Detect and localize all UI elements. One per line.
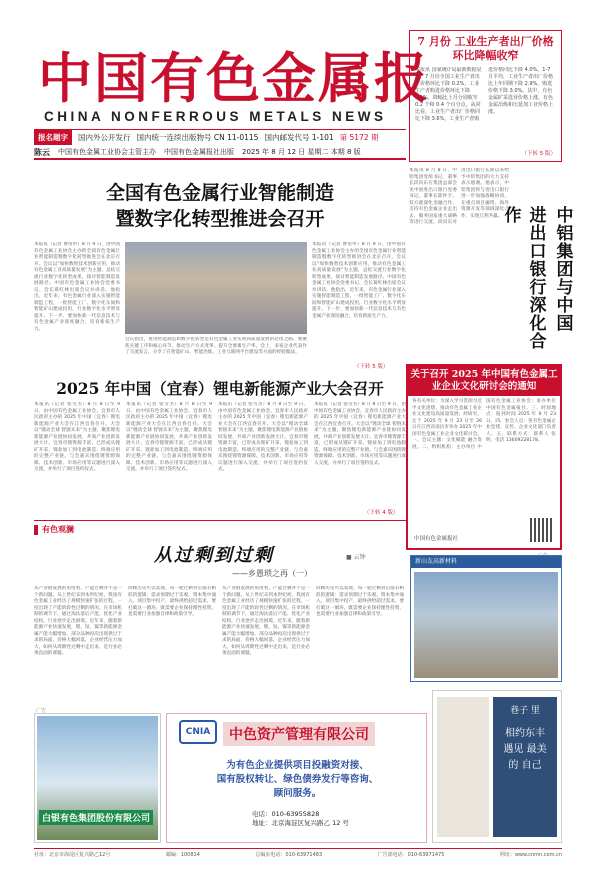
ad-cnia-asset <box>166 713 427 843</box>
conference-photo <box>125 242 307 334</box>
essay-title: 从过剩到过剩 <box>154 545 274 566</box>
lead-article-text-3: 本报讯（记者 曹语申）8 月 9 日，由中国有色金属工业协会主办的全国有色金属行业智能制造暨数字化转型推进会在北京召开。会议以“加快数智技术创新应用，推动有色金属工业高质量发展”为主题，总结交流行业数字化转型成果，探讨智能制造发展路径。中国有色金属工业协会党委书记、会长葛红林出席会议并讲话。他指出，近年来，有色金属行业深入实施智能制造工程，一批智能工厂、数字化车间和智能矿山建成投用，行业数字化水平明显提升。下一步，要加快新一代信息技术与有色金属产业深度融合，培育新质生产力。 <box>312 242 406 319</box>
continued-note: （下转 5 版） <box>354 364 389 370</box>
qr-code-icon <box>530 518 554 542</box>
ad-company-name: 新山友高新材料 <box>411 556 561 568</box>
publish-info: 国内外公开发行 <box>78 133 131 142</box>
footer-item: 网址：www.cnmn.com.cn <box>499 852 562 858</box>
lithium-article-text-4: 本报讯（记者 张雪杰）8 月 8 日至 9 日，由中国有色金属工业协会、宜春市人民政府主办的 2025 年中国（宜春）锂电新能源产业大会在江西宜春召开。大会以“锂动全球 智链未来”为主题，聚焦锂电新能源产业链协同发展，共商产业创新发展大计。宜春市锂资源丰富，已形成从锂矿开采、锂盐加工到电池制造、终端应用的完整产业链。与会嘉宾围绕锂资源保障、技术创新、市场应用等议题进行深入交流，并举行了项目签约仪式。 <box>314 402 406 466</box>
essay-text-4: 回顾历史可以发现，每一轮过剩背后都有相似的逻辑：需求预期过于乐观，资本集中涌入，项目集中投产，最终供给超过需求。要打破这一循环，既需要企业保持理性投资，也需要行业加强自律和政策引导。 <box>316 586 404 617</box>
issue-date: 2025 年 8 月 12 日 星期二 本期 8 版 <box>242 148 361 156</box>
ad4-banner <box>493 697 557 837</box>
section-bar-icon <box>34 525 38 535</box>
ad-company-name: 中色资产管理有限公司 <box>223 722 375 746</box>
factory-photo <box>414 572 558 678</box>
ad-address: 地址：北京海淀区复兴路乙 12 号 <box>252 819 349 827</box>
essay-author: ■ 云钟 <box>346 554 366 561</box>
footer-item: 广告部电话：010-63971475 <box>377 852 445 858</box>
ad-phone: 电话：010-63955828 <box>252 810 320 818</box>
ad4-text: 相约东丰 遇见 最美的 自己 <box>503 728 547 771</box>
essay-text-3: 从产业链发展的角度看，产能过剩并不是一个新问题。从上世纪末到本世纪初，我国有色金属工业经历了规模快速扩张的过程，一度出现了产能阶段性过剩的情况。在市场机制的调节下，通过淘汰落后产能、优化产业结构，行业逐步走出困境。近年来，随着新能源产业快速发展，锂、钴、镍等新能源金属产能大幅增加，部分品种再次出现供过于求的局面，价格大幅回落，企业经营压力加大。如何从周期性过剩中走出来，是行业必须直面的课题。 <box>222 586 310 656</box>
essay-subtitle: ——乡愚琐之再（一） <box>232 569 312 578</box>
price-news-title-line: 环比降幅收窄 <box>452 49 519 62</box>
slogan-line: 顾问服务。 <box>273 788 322 799</box>
continued-note: （下转 5 版） <box>521 151 556 157</box>
vertical-headline-line: 进出口银行深化合作 <box>500 206 546 350</box>
ad-xinshanyou <box>410 555 562 682</box>
ad4-title: 巷子 里 <box>510 706 540 716</box>
ad-slogan <box>187 759 408 801</box>
publish-info-row <box>34 129 406 145</box>
notice-signature: 中国有色金属报社 <box>414 536 459 542</box>
issue-number: 第 5172 期 <box>339 133 379 142</box>
lithium-article-text: 本报讯（记者 张雪杰）8 月 8 日至 9 日，由中国有色金属工业协会、宜春市人民政府主办的 2025 年中国（宜春）锂电新能源产业大会在江西宜春召开。大会以“锂动全球 智链未来”为主题，聚焦锂电新能源产业链协同发展，共商产业创新发展大计。宜春市锂资源丰富，已形成从锂矿开采、锂盐加工到电池制造、终端应用的完整产业链。与会嘉宾围绕锂资源保障、技术创新、市场应用等议题进行深入交流，并举行了项目签约仪式。 <box>34 402 120 472</box>
calligrapher-name: 陈云 <box>34 147 50 157</box>
essay-text-2: 回顾历史可以发现，每一轮过剩背后都有相似的逻辑：需求预期过于乐观，资本集中涌入，项目集中投产，最终供给超过需求。要打破这一循环，既需要企业保持理性投资，也需要行业加强自律和政策引导。 <box>128 586 216 617</box>
calligraphy-label: 报名题字 <box>34 130 72 145</box>
lithium-headline: 2025 年中国（宜春）锂电新能源产业大会召开 <box>56 379 384 398</box>
sponsor-info: 中国有色金属报社出版 <box>164 148 234 156</box>
notice-title: 关于召开 2025 年中国有色金属工业企业文化研讨会的通知 <box>408 366 560 396</box>
ad-company-name: 白银有色集团股份有限公司 <box>39 810 153 825</box>
newspaper-title-en: CHINA NONFERROUS METALS NEWS <box>44 109 387 124</box>
price-news-box <box>409 30 562 162</box>
newspaper-page <box>34 30 573 860</box>
lead-headline-line: 全国有色金属行业智能制造 <box>105 182 334 204</box>
essay-text: 从产业链发展的角度看，产能过剩并不是一个新问题。从上世纪末到本世纪初，我国有色金属工业经历了规模快速扩张的过程，一度出现了产能阶段性过剩的情况。在市场机制的调节下，通过淘汰落后产能、优化产业结构，行业逐步走出困境。近年来，随着新能源产业快速发展，锂、钴、镍等新能源金属产能大幅增加，部分品种再次出现供过于求的局面，价格大幅回落，企业经营压力加大。如何从周期性过剩中走出来，是行业必须直面的课题。 <box>34 586 122 656</box>
ad-label: 广告 <box>36 708 47 714</box>
footer-item: 邮编：100814 <box>165 852 200 858</box>
chinalco-vertical-headline <box>500 206 573 366</box>
section-divider <box>34 520 406 521</box>
price-news-title <box>415 35 556 63</box>
publish-info: 国内邮发代号 1-101 <box>264 133 334 142</box>
notice-text: 各有关单位：为深入学习贯彻习近平文化思想，推动有色金属工业企业文化建设高质量发展，经研究，定于 2025 年 9 月 23 日至 26 日在江西省南昌市举办 2025 年中国有色金属工业企业文化研讨会。一、会议主题：文化赋能 融合发展。二、组织机构：主办单位 中国有色金属工业协会；承办单位 中国有色金属报社。三、时间地点：报到时间 2025 年 9 月 23 日。四、参会人员：各有色金属企业党建、宣传、企业文化部门负责人。五、联系方式：联系人 张 明，电话 13609228178。 <box>412 399 556 450</box>
price-news-title-line: 7 月份 工业生产者出厂价格 <box>417 35 554 48</box>
lead-headline <box>34 180 406 232</box>
ad-dongfeng <box>432 690 562 843</box>
continued-note: （下转 4 版） <box>364 510 399 516</box>
scenery-image <box>437 697 489 837</box>
sponsor-info: 中国有色金属工业协会主管主办 <box>58 148 156 156</box>
section-tag <box>34 524 74 535</box>
chinalco-article-text: 本报讯 8 月 8 日，中铝集团党组书记、董事长段向东在集团总部会见中国进出口银行党委书记、董事长陈怀宇。双方就深化金融合作、支持有色金属企业走出去、服务国家重大战略等进行交流。段向东对进出口银行长期以来给予中铝集团的大力支持表示感谢。他表示，中铝集团将与进出口银行进一步加强战略协同，在重点项目融资、海外资源开发等领域深化合作，实现互利共赢。 <box>409 168 509 225</box>
newspaper-title: 中国有色金属报 <box>38 46 430 110</box>
slogan-line: 为有色企业提供项目投融资对接、 <box>226 760 369 771</box>
price-news-text: 本报讯 国家统计局最新数据显示，7 月份全国工业生产者出厂价格环比下降 0.2%，工业生产者购进价格环比下降 0.1%，降幅比上月分别收窄 0.2 个和 0.4 个百分点。从同比看，工业生产者出厂价格同比下降 3.6%，工业生产者购进价格同比下降 4.0%。1-7 月平均，工业生产者出厂价格比上年同期下降 2.9%，购进价格下降 3.0%。其中，有色金属矿采选业价格上涨，有色金属冶炼和压延加工业价格上涨。 <box>415 67 554 122</box>
conference-notice <box>406 364 562 550</box>
section-name: 有色观澜 <box>42 525 74 534</box>
sponsor-info-row <box>34 146 406 160</box>
lead-article-text-2: 会议指出，推进智能制造和数字化转型是有色金属工业实现高质量发展的必由之路。要聚焦关键工序和核心环节，推动生产方式变革，提升全要素生产率。会上，多家企业代表作了交流发言，分享了在智能矿山、智能冶炼、工业互联网平台建设等方面的经验做法。 <box>125 337 307 355</box>
ad-contact <box>252 810 349 828</box>
ad-baiyin <box>34 713 161 843</box>
lead-headline-line: 暨数字化转型推进会召开 <box>115 208 325 230</box>
cnia-logo-icon: CNIA <box>179 720 217 744</box>
footer-item: 社址：北京市海淀区复兴路乙12号 <box>34 852 111 858</box>
page-footer <box>34 848 562 858</box>
lithium-article-text-3: 本报讯（记者 张雪杰）8 月 8 日至 9 日，由中国有色金属工业协会、宜春市人民政府主办的 2025 年中国（宜春）锂电新能源产业大会在江西宜春召开。大会以“锂动全球 智链未来”为主题，聚焦锂电新能源产业链协同发展，共商产业创新发展大计。宜春市锂资源丰富，已形成从锂矿开采、锂盐加工到电池制造、终端应用的完整产业链。与会嘉宾围绕锂资源保障、技术创新、市场应用等议题进行深入交流，并举行了项目签约仪式。 <box>218 402 308 472</box>
publish-info: 国内统一连续出版物号 CN 11-0115 <box>136 133 259 142</box>
lead-article-text: 本报讯（记者 曹语申）8 月 9 日，由中国有色金属工业协会主办的全国有色金属行业智能制造暨数字化转型推进会在北京召开。会议以“加快数智技术创新应用，推动有色金属工业高质量发展”为主题，总结交流行业数字化转型成果，探讨智能制造发展路径。中国有色金属工业协会党委书记、会长葛红林出席会议并讲话。他指出，近年来，有色金属行业深入实施智能制造工程，一批智能工厂、数字化车间和智能矿山建成投用，行业数字化水平明显提升。下一步，要加快新一代信息技术与有色金属产业深度融合，培育新质生产力。 <box>34 242 120 332</box>
footer-item: 总编室电话：010-63971483 <box>255 852 323 858</box>
slogan-line: 国有股权转让、绿色债券发行等咨询、 <box>216 774 379 785</box>
vertical-headline-line: 中铝集团与中国 <box>552 206 573 332</box>
lithium-article-text-2: 本报讯（记者 张雪杰）8 月 8 日至 9 日，由中国有色金属工业协会、宜春市人民政府主办的 2025 年中国（宜春）锂电新能源产业大会在江西宜春召开。大会以“锂动全球 智链未来”为主题，聚焦锂电新能源产业链协同发展，共商产业创新发展大计。宜春市锂资源丰富，已形成从锂矿开采、锂盐加工到电池制造、终端应用的完整产业链。与会嘉宾围绕锂资源保障、技术创新、市场应用等议题进行深入交流，并举行了项目签约仪式。 <box>126 402 212 472</box>
